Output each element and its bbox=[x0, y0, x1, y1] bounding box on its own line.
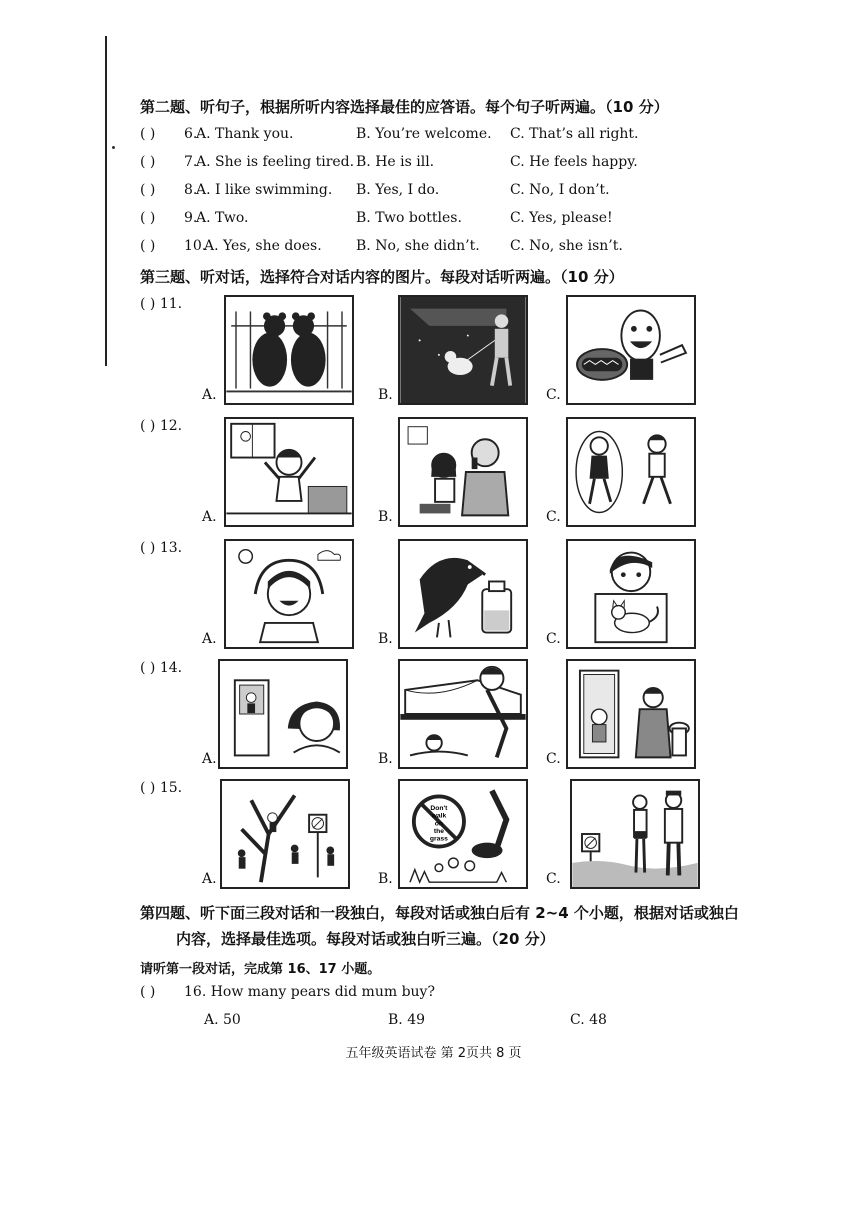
answer-blank[interactable]: ( ) bbox=[140, 984, 156, 1000]
answer-blank[interactable]: ( ) bbox=[140, 126, 156, 142]
man-walking-dog-icon[interactable] bbox=[398, 295, 528, 405]
sign-text-the: the bbox=[433, 828, 444, 836]
answer-blank[interactable]: ( ) bbox=[140, 210, 156, 226]
answer-blank[interactable]: ( ) bbox=[140, 154, 156, 170]
answer-blank[interactable]: ( ) bbox=[140, 182, 156, 198]
option-c: C. That’s all right. bbox=[510, 126, 639, 142]
question-9 bbox=[140, 210, 760, 230]
option-c: C. No, she isn’t. bbox=[510, 238, 623, 254]
question-8 bbox=[140, 182, 760, 202]
option-letter-a: A. bbox=[202, 751, 217, 767]
listening-instruction: 请听第一段对话，完成第 16、17 小题。 bbox=[140, 962, 381, 977]
question-16 bbox=[140, 984, 760, 1004]
option-c: C. Yes, please! bbox=[510, 210, 613, 226]
option-letter-a: A. bbox=[202, 871, 217, 887]
picture-question-11 bbox=[140, 290, 740, 405]
section4-title-line1: 第四题、听下面三段对话和一段独白，每段对话或独白后有 2~4 个小题，根据对话或独白 bbox=[140, 904, 739, 922]
option-b: B. Yes, I do. bbox=[356, 182, 440, 198]
scan-speck bbox=[112, 146, 115, 149]
question-label: ( ) 13. bbox=[140, 540, 183, 556]
section3-title: 第三题、听对话，选择符合对话内容的图片。每段对话听两遍。（10 分） bbox=[140, 268, 624, 286]
option-letter-a: A. bbox=[202, 387, 217, 403]
option-letter-c: C. bbox=[546, 631, 561, 647]
smiling-girl-sun-icon[interactable] bbox=[224, 539, 354, 649]
option-a: A. Two. bbox=[196, 210, 249, 226]
option-letter-c: C. bbox=[546, 387, 561, 403]
option-letter-a: A. bbox=[202, 509, 217, 525]
question-number: 7. bbox=[184, 154, 198, 170]
option-letter-c: C. bbox=[546, 871, 561, 887]
option-letter-b: B. bbox=[378, 871, 393, 887]
question-label: ( ) 12. bbox=[140, 418, 183, 434]
question-number: 6. bbox=[184, 126, 198, 142]
question-number: 10. bbox=[184, 238, 207, 254]
picture-question-15 bbox=[140, 774, 740, 889]
boy-at-door-icon[interactable] bbox=[218, 659, 348, 769]
children-skipping-rope-icon[interactable] bbox=[566, 417, 696, 527]
page-footer: 五年级英语试卷 第 2页共 8 页 bbox=[345, 1046, 522, 1061]
boy-waking-up-icon[interactable] bbox=[224, 417, 354, 527]
boy-with-cat-picture-icon[interactable] bbox=[566, 539, 696, 649]
option-b: B. 49 bbox=[388, 1012, 426, 1028]
sign-text-walk: walk bbox=[431, 812, 447, 820]
picture-question-14 bbox=[140, 654, 740, 769]
question-number: 8. bbox=[184, 182, 198, 198]
option-b: B. He is ill. bbox=[356, 154, 435, 170]
sign-text-dont: Don't bbox=[430, 804, 448, 812]
option-c: C. No, I don’t. bbox=[510, 182, 610, 198]
picture-question-13 bbox=[140, 534, 740, 649]
happy-hotdog-icon[interactable] bbox=[566, 295, 696, 405]
option-a: A. Thank you. bbox=[196, 126, 294, 142]
option-a: A. Yes, she does. bbox=[204, 238, 322, 254]
option-letter-a: A. bbox=[202, 631, 217, 647]
option-c: C. 48 bbox=[570, 1012, 607, 1028]
option-a: A. 50 bbox=[204, 1012, 241, 1028]
question-16-options bbox=[140, 1012, 760, 1032]
bears-hugging-icon[interactable] bbox=[224, 295, 354, 405]
question-6 bbox=[140, 126, 760, 146]
option-b: B. Two bottles. bbox=[356, 210, 462, 226]
option-letter-b: B. bbox=[378, 387, 393, 403]
option-letter-c: C. bbox=[546, 509, 561, 525]
question-label: ( ) 11. bbox=[140, 296, 183, 312]
question-number: 9. bbox=[184, 210, 198, 226]
question-7 bbox=[140, 154, 760, 174]
no-swimming-sign-icon[interactable] bbox=[570, 779, 700, 889]
answer-blank[interactable]: ( ) bbox=[140, 238, 156, 254]
option-letter-b: B. bbox=[378, 631, 393, 647]
binding-line bbox=[105, 36, 107, 366]
question-text: 16. How many pears did mum buy? bbox=[184, 984, 435, 1000]
option-a: A. She is feeling tired. bbox=[196, 154, 355, 170]
question-10 bbox=[140, 238, 760, 258]
option-letter-b: B. bbox=[378, 509, 393, 525]
crow-and-bottle-icon[interactable] bbox=[398, 539, 528, 649]
option-c: C. He feels happy. bbox=[510, 154, 638, 170]
option-letter-c: C. bbox=[546, 751, 561, 767]
picture-question-12 bbox=[140, 412, 740, 527]
question-label: ( ) 15. bbox=[140, 780, 183, 796]
girl-and-grandma-phone-icon[interactable] bbox=[398, 417, 528, 527]
child-under-bed-icon[interactable] bbox=[398, 659, 528, 769]
question-label: ( ) 14. bbox=[140, 660, 183, 676]
option-b: B. You’re welcome. bbox=[356, 126, 492, 142]
sign-text-grass: grass bbox=[429, 835, 448, 843]
dont-walk-on-grass-sign-icon[interactable] bbox=[398, 779, 528, 889]
option-letter-b: B. bbox=[378, 751, 393, 767]
mother-and-child-bathroom-icon[interactable] bbox=[566, 659, 696, 769]
option-b: B. No, she didn’t. bbox=[356, 238, 480, 254]
section4-title-line2: 内容，选择最佳选项。每段对话或独白听三遍。（20 分） bbox=[176, 930, 555, 948]
sign-text-on: on bbox=[434, 820, 444, 828]
section2-title: 第二题、听句子，根据所听内容选择最佳的应答语。每个句子听两遍。（10 分） bbox=[140, 98, 669, 116]
option-a: A. I like swimming. bbox=[196, 182, 333, 198]
kids-climbing-tree-icon[interactable] bbox=[220, 779, 350, 889]
